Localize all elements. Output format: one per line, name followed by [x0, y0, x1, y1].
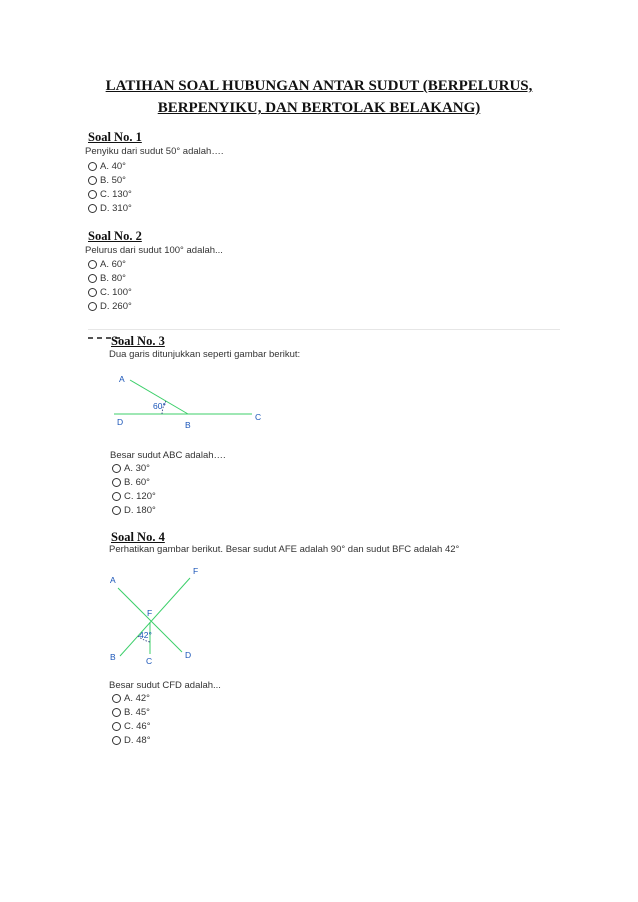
radio-icon[interactable] [112, 492, 121, 501]
radio-icon[interactable] [112, 736, 121, 745]
question-3-heading: Soal No. 3 [111, 334, 165, 348]
radio-icon[interactable] [112, 506, 121, 515]
label-angle: 60° [153, 401, 166, 411]
label-c: C [146, 656, 153, 666]
label-a: A [119, 374, 125, 384]
option-1c[interactable]: C. 130° [88, 187, 132, 201]
title-line-1: LATIHAN SOAL HUBUNGAN ANTAR SUDUT (BERPELURUS, [105, 78, 533, 94]
question-3-text: Dua garis ditunjukkan seperti gambar berikut: [109, 349, 301, 360]
question-1-options [88, 159, 132, 216]
question-2-heading: Soal No. 2 [88, 229, 142, 243]
option-2d[interactable]: D. 260° [88, 300, 132, 314]
option-2a[interactable]: A. 60° [88, 257, 132, 271]
option-3d[interactable]: D. 180° [112, 504, 156, 518]
label-a: A [110, 575, 116, 585]
question-1-text: Penyiku dari sudut 50° adalah…. [85, 146, 224, 157]
option-4c[interactable]: C. 46° [112, 719, 151, 733]
option-4d[interactable]: D. 48° [112, 734, 151, 748]
question-3-options [112, 461, 156, 518]
radio-icon[interactable] [112, 478, 121, 487]
document-title [60, 75, 578, 119]
option-3b[interactable]: B. 60° [112, 475, 156, 489]
title-line-2: BERPENYIKU, DAN BERTOLAK BELAKANG) [157, 100, 481, 116]
label-f-top: F [193, 566, 199, 576]
radio-icon[interactable] [88, 204, 97, 213]
option-1d[interactable]: D. 310° [88, 202, 132, 216]
option-2c[interactable]: C. 100° [88, 285, 132, 299]
question-1-heading: Soal No. 1 [88, 130, 142, 144]
radio-icon[interactable] [88, 274, 97, 283]
option-3c[interactable]: C. 120° [112, 489, 156, 503]
option-4b[interactable]: B. 45° [112, 705, 151, 719]
label-f: F [147, 608, 153, 618]
radio-icon[interactable] [112, 722, 121, 731]
label-angle: 42° [139, 630, 152, 640]
figure-3-diagram [100, 368, 280, 430]
question-4-text: Perhatikan gambar berikut. Besar sudut AFE adalah 90° dan sudut BFC adalah 42° [109, 544, 460, 555]
option-2b[interactable]: B. 80° [88, 271, 132, 285]
label-d: D [185, 650, 192, 660]
question-2-options [88, 257, 132, 314]
question-4-question: Besar sudut CFD adalah... [109, 680, 221, 691]
label-d: D [117, 417, 124, 427]
radio-icon[interactable] [88, 288, 97, 297]
radio-icon[interactable] [112, 694, 121, 703]
radio-icon[interactable] [112, 464, 121, 473]
option-3a[interactable]: A. 30° [112, 461, 156, 475]
page-divider [88, 329, 560, 330]
label-c: C [255, 412, 262, 422]
label-b: B [110, 652, 116, 662]
option-1a[interactable]: A. 40° [88, 159, 132, 173]
option-4a[interactable]: A. 42° [112, 691, 151, 705]
option-1b[interactable]: B. 50° [88, 173, 132, 187]
radio-icon[interactable] [88, 260, 97, 269]
radio-icon[interactable] [88, 302, 97, 311]
question-2-text: Pelurus dari sudut 100° adalah... [85, 245, 223, 256]
question-3-question: Besar sudut ABC adalah…. [110, 450, 226, 461]
line-bf [120, 578, 190, 656]
radio-icon[interactable] [88, 190, 97, 199]
radio-icon[interactable] [112, 708, 121, 717]
label-b: B [185, 420, 191, 430]
question-4-options [112, 691, 151, 748]
question-4-heading: Soal No. 4 [111, 530, 165, 544]
radio-icon[interactable] [88, 162, 97, 171]
radio-icon[interactable] [88, 176, 97, 185]
figure-4-diagram [100, 562, 220, 670]
